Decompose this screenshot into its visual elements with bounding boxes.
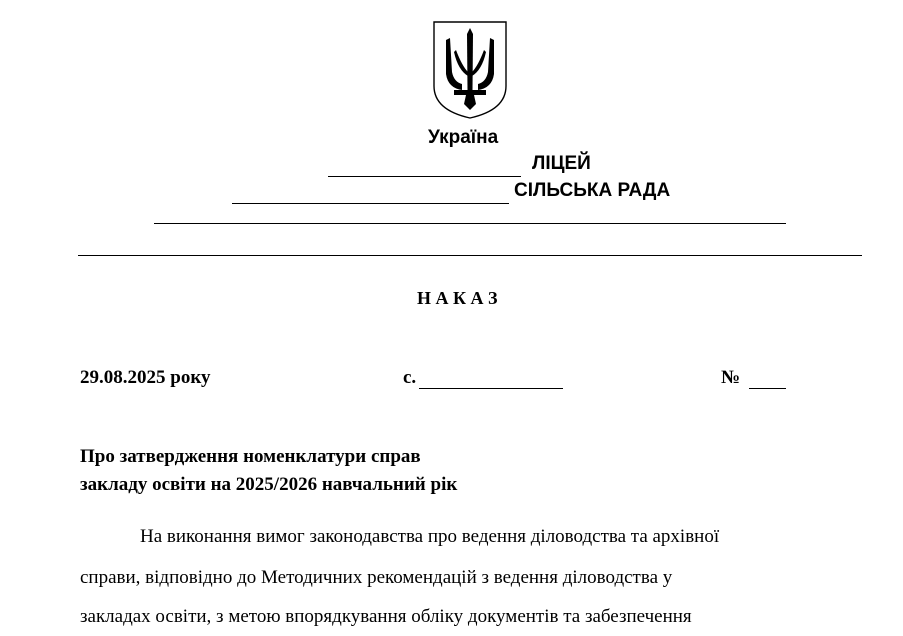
subject-line-2: закладу освіти на 2025/2026 навчальний рік xyxy=(80,474,458,495)
number-prefix: № xyxy=(721,367,741,388)
body-line-1: На виконання вимог законодавства про ведення діловодства та архівної xyxy=(140,526,720,547)
header-divider xyxy=(78,255,862,256)
order-date: 29.08.2025 року xyxy=(80,367,211,388)
address-blank-line xyxy=(154,223,786,224)
number-blank xyxy=(749,388,786,389)
school-label: ЛІЦЕЙ xyxy=(532,153,591,174)
body-line-2: справи, відповідно до Методичних рекомендацій з ведення діловодства у xyxy=(80,567,673,588)
country-name: Україна xyxy=(428,127,499,148)
body-line-3: закладах освіти, з метою впорядкування обліку документів та забезпечення xyxy=(80,606,692,627)
place-prefix: с. xyxy=(403,367,417,388)
school-name-blank xyxy=(328,176,521,177)
council-label: СІЛЬСЬКА РАДА xyxy=(514,180,671,201)
council-name-blank xyxy=(232,203,509,204)
order-title: Н А К А З xyxy=(417,288,498,308)
trident-coat-of-arms-icon xyxy=(432,20,508,120)
place-blank xyxy=(419,388,563,389)
subject-line-1: Про затвердження номенклатури справ xyxy=(80,446,421,467)
